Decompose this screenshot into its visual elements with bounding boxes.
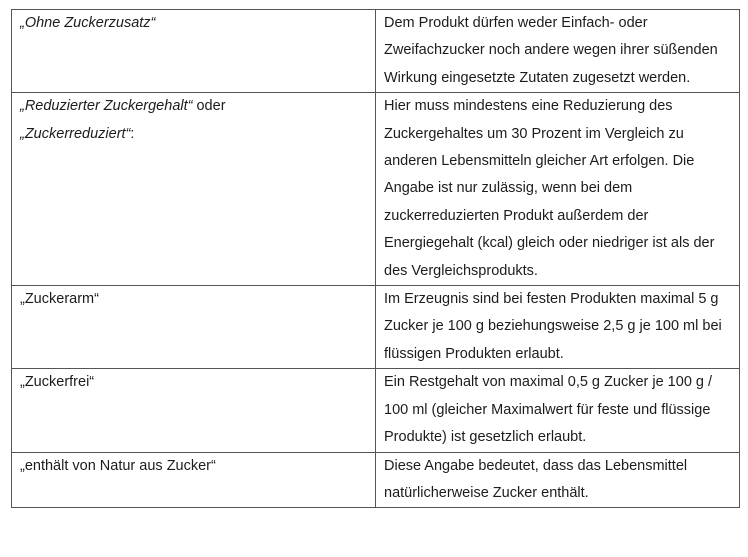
description-cell: Hier muss mindestens eine Reduzierung des Zuckergehaltes um 30 Prozent im Vergleich zu anderen Lebensmitteln gleicher Art erfolgen. Die Angabe ist nur zulässig, wenn bei dem zuckerreduzierten Produkt außerdem der Energiegehalt (kcal) gleich oder niedriger ist als der des Vergleichsprodukts. [376,93,740,286]
term-text: „Ohne Zuckerzusatz“ [20,15,156,31]
term-text: „Zuckerarm“ [20,291,99,308]
term-cell [12,10,376,93]
term-cell [12,93,376,286]
term-punctuation: : [130,125,135,142]
table-row [12,369,740,452]
term-cell [12,369,376,452]
table-row [12,452,740,508]
sugar-claims-table [11,9,740,508]
term-text: „enthält von Natur aus Zucker“ [20,457,216,474]
term-text: „Zuckerreduziert“ [20,125,131,142]
term-cell [12,452,376,508]
description-cell: Im Erzeugnis sind bei festen Produkten maximal 5 g Zucker je 100 g beziehungsweise 2,5 g je 100 ml bei flüssigen Produkten erlaubt. [376,286,740,369]
table-row [12,10,740,93]
description-cell: Ein Restgehalt von maximal 0,5 g Zucker je 100 g / 100 ml (gleicher Maximalwert für feste und flüssige Produkte) ist gesetzlich erlaubt. [376,369,740,452]
table-body [12,10,740,508]
table-row [12,93,740,286]
term-cell [12,286,376,369]
term-connector: oder [192,98,226,115]
term-text: „Reduzierter Zuckergehalt“ [20,98,193,115]
description-cell: Dem Produkt dürfen weder Einfach- oder Zweifachzucker noch andere wegen ihrer süßenden Wirkung eingesetzte Zutaten zugesetzt werden. [376,10,740,93]
description-cell: Diese Angabe bedeutet, dass das Lebensmittel natürlicherweise Zucker enthält. [376,452,740,508]
term-text: „Zuckerfrei“ [20,374,95,391]
table-row [12,286,740,369]
